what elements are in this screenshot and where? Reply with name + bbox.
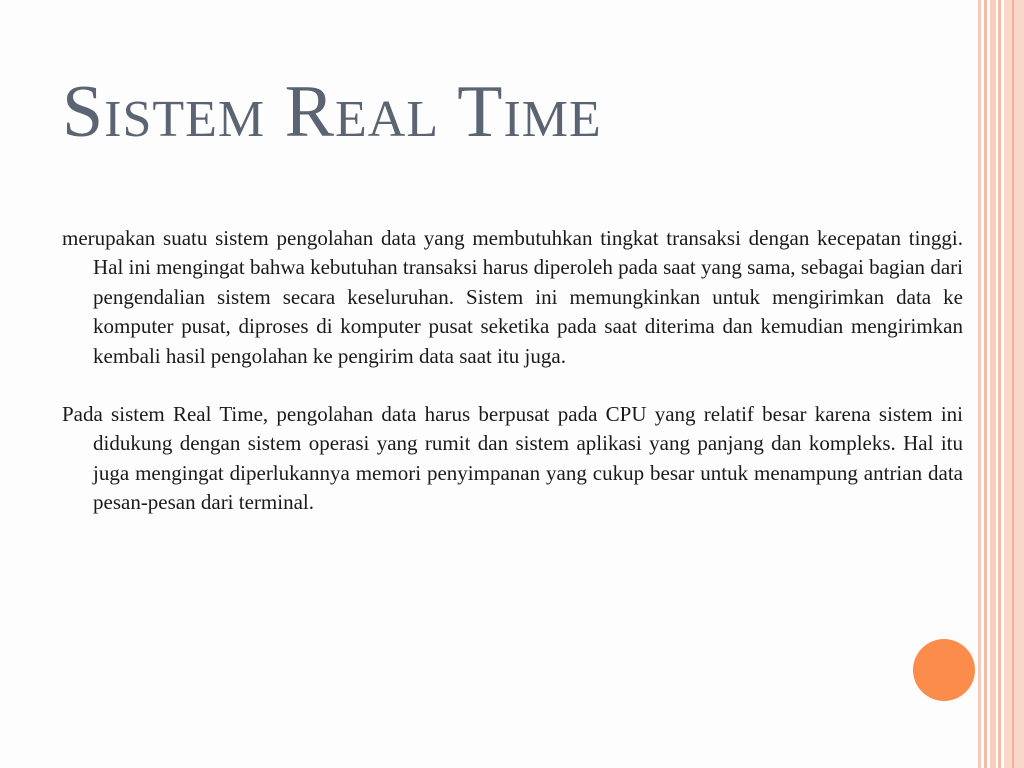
border-stripe [1012,0,1014,768]
decorative-circle [913,639,975,701]
border-stripe [1004,0,1024,768]
body-paragraph: merupakan suatu sistem pengolahan data yang membutuhkan tingkat transaksi dengan kecepatan tinggi. Hal ini mengingat bahwa kebutuhan transaksi harus diperoleh pada saat yang sama, sebagai bagian dari pengendalian sistem secara keseluruhan. Sistem ini memungkinkan untuk mengirimkan data ke komputer pusat, diproses di komputer pusat seketika pada saat diterima dan kemudian mengirimkan kembali hasil pengolahan ke pengirim data saat itu juga. [62,226,963,368]
border-stripe [984,0,987,768]
border-stripe [998,0,1001,768]
border-stripe [978,0,981,768]
border-stripe [990,0,996,768]
slide-title: Sistem Real Time [62,71,602,153]
body-paragraph: Pada sistem Real Time, pengolahan data harus berpusat pada CPU yang relatif besar karena sistem ini didukung dengan sistem operasi yang rumit dan sistem aplikasi yang panjang dan kompleks. Hal itu juga mengingat diperlukannya memori penyimpanan yang cukup besar untuk menampung antrian data pesan-pesan dari terminal. [62,402,963,515]
slide-body [62,224,963,547]
